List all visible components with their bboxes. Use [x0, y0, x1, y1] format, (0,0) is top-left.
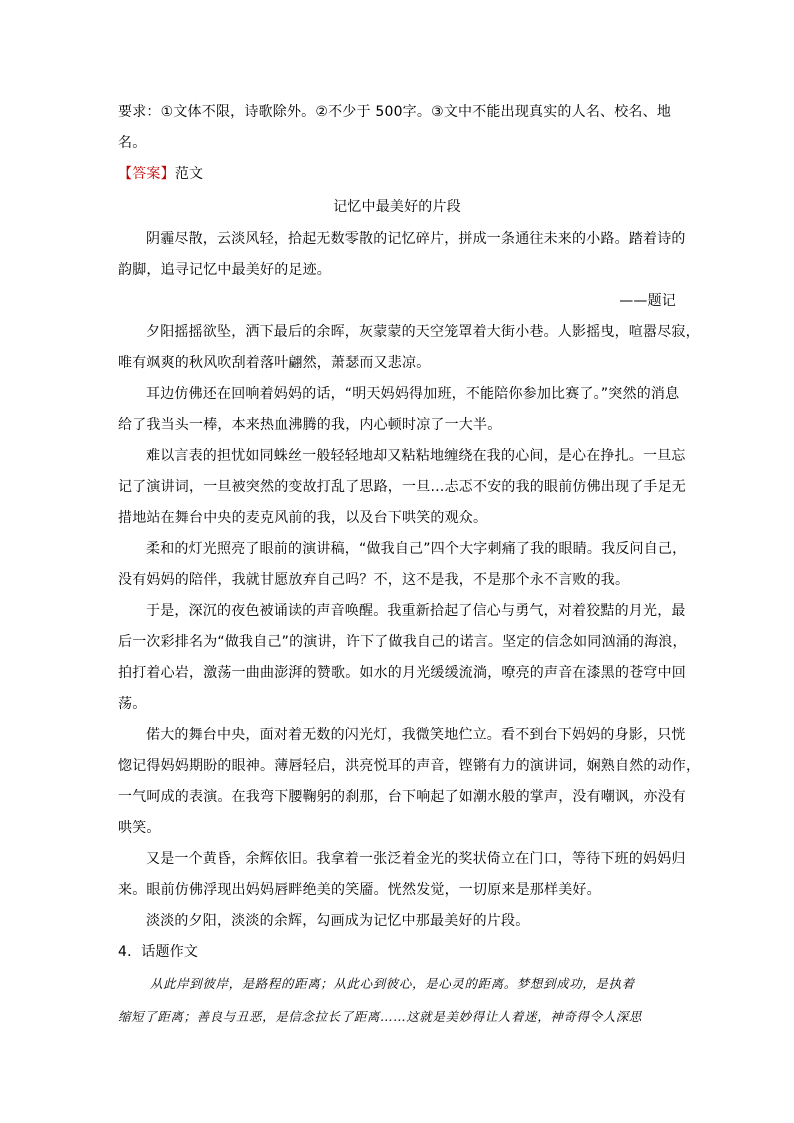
paragraph-line: 唯有飒爽的秋风吹刮着落叶翩然，萧瑟而又悲凉。 — [118, 355, 431, 371]
section-heading: 4．话题作文 — [118, 944, 199, 960]
paragraph-line: 于是，深沉的夜色被诵读的声音唤醒。我重新拾起了信心与勇气，对着狡黠的月光，最 — [146, 603, 686, 619]
paragraph-line: 荡。 — [118, 696, 147, 712]
intro-signature: ——题记 — [619, 293, 676, 309]
requirement-line-1: 要求：①文体不限，诗歌除外。②不少于 500字。③文中不能出现真实的人名、校名、地 — [118, 104, 672, 120]
paragraph-line: 淡淡的夕阳，淡淡的余辉，勾画成为记忆中那最美好的片段。 — [146, 913, 530, 929]
paragraph-line: 惚记得妈妈期盼的眼神。薄唇轻启，洪亮悦耳的声音，铿锵有力的演讲词，娴熟自然的动作， — [118, 758, 701, 774]
paragraph-line: 来。眼前仿佛浮现出妈妈唇畔绝美的笑靥。恍然发觉，一切原来是那样美好。 — [118, 882, 601, 898]
intro-line-1: 阴霾尽散，云淡风轻，拾起无数零散的记忆碎片，拼成一条通往未来的小路。踏着诗的 — [146, 231, 686, 247]
paragraph-line: 给了我当头一棒，本来热血沸腾的我，内心顿时凉了一大半。 — [118, 417, 502, 433]
paragraph-line: 夕阳摇摇欲坠，洒下最后的余晖，灰蒙蒙的天空笼罩着大街小巷。人影摇曳，喧嚣尽寂， — [146, 324, 700, 340]
paragraph-line: 记了演讲词，一旦被突然的变故打乱了思路，一旦…忐忑不安的我的眼前仿佛出现了手足无 — [118, 479, 686, 495]
intro-line-2: 韵脚，追寻记忆中最美好的足迹。 — [118, 262, 331, 278]
paragraph-line: 又是一个黄昏，余辉依旧。我拿着一张泛着金光的奖状倚立在门口，等待下班的妈妈归 — [146, 851, 686, 867]
paragraph-line: 没有妈妈的陪伴，我就甘愿放弃自己吗？不，这不是我，不是那个永不言败的我。 — [118, 572, 630, 588]
paragraph-line: 一气呵成的表演。在我弯下腰鞠躬的刹那，台下响起了如潮水般的掌声，没有嘲讽，亦没有 — [118, 789, 686, 805]
paragraph-line: 哄笑。 — [118, 820, 161, 836]
paragraph-line: 偌大的舞台中央，面对着无数的闪光灯，我微笑地伫立。看不到台下妈妈的身影，只恍 — [146, 727, 686, 743]
essay-prompt-line-2: 缩短了距离；善良与丑恶，是信念拉长了距离……这就是美妙得让人着迷，神奇得令人深思 — [118, 1009, 643, 1024]
paragraph-line: 措地站在舞台中央的麦克风前的我，以及台下哄笑的观众。 — [118, 510, 488, 526]
paragraph-line: 柔和的灯光照亮了眼前的演讲稿，“做我自己”四个大字刺痛了我的眼睛。我反问自己， — [146, 541, 687, 557]
paragraph-line: 拍打着心岩，激荡一曲曲澎湃的赞歌。如水的月光缓缓流淌，嘹亮的声音在漆黑的苍穹中回 — [118, 665, 686, 681]
requirement-line-2: 名。 — [118, 135, 147, 151]
paragraph-line: 后一次彩排名为“做我自己”的演讲，许下了做我自己的诺言。坚定的信念如同汹涌的海浪， — [118, 634, 687, 650]
essay-prompt-line-1: 从此岸到彼岸，是路程的距离；从此心到彼心，是心灵的距离。梦想到成功，是执着 — [150, 976, 635, 991]
answer-label — [118, 164, 678, 184]
paragraph-line: 难以言表的担忧如同蛛丝一般轻轻地却又粘粘地缠绕在我的心间，是心在挣扎。一旦忘 — [146, 448, 686, 464]
answer-tag: 【答案】 — [118, 166, 175, 182]
answer-type: 范文 — [174, 166, 204, 182]
paragraph-line: 耳边仿佛还在回响着妈妈的话，“明天妈妈得加班，不能陪你参加比赛了。”突然的消息 — [146, 386, 680, 402]
essay-title: 记忆中最美好的片段 — [333, 199, 461, 215]
